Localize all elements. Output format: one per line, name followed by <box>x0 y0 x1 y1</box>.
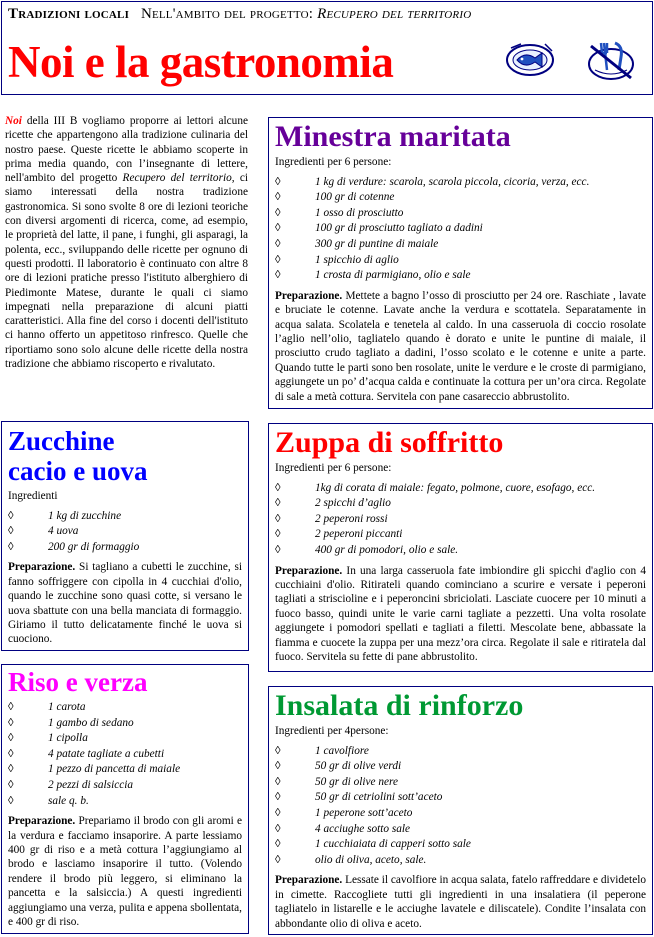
bullet-icon: ◊ <box>275 775 281 788</box>
ingredient-text: 2 pezzi di salsiccia <box>48 778 134 791</box>
bullet-icon: ◊ <box>275 206 281 219</box>
bullet-icon: ◊ <box>275 853 281 866</box>
bullet-icon: ◊ <box>275 222 281 235</box>
ingredient-text: 50 gr di cetriolini sott’aceto <box>315 791 443 804</box>
ingredient-text: 200 gr di formaggio <box>48 540 140 553</box>
intro-text-continued: ci siamo interessati della nostra tradizione gastronomica. Si sono svolte 8 ore di lezioni teoriche con diversi argomenti di ricerca, come, ad esempio, le proprietà del latte, il pane, i funghi, gli asparagi, la polenta, ecc., sviluppando delle ricette per ognuno di questi prodotti. Il laboratorio è continuato con altre 8 ore di lezioni pratiche presso l'istituto alberghiero di Piedimonte Matese, durante le quali ci siamo impegnati nella preparazione di alcuni piatti caratteristici. Alla fine del corso i docenti dell'istituto ci hanno offerto un appetitoso rinfresco. Quelle che riportiamo sono solo alcune delle ricette della nostra tradizione che abbiamo riscoperto e rivalutato. <box>5 172 248 371</box>
bullet-icon: ◊ <box>275 237 281 250</box>
bullet-icon: ◊ <box>8 763 14 776</box>
ingredient-text: 1 pezzo di pancetta di maiale <box>48 763 181 776</box>
list-item <box>275 268 646 284</box>
ingredient-text: 50 gr di olive nere <box>315 775 399 788</box>
bullet-icon: ◊ <box>275 838 281 851</box>
bullet-icon: ◊ <box>275 512 281 525</box>
recipe-title: Riso e verza <box>8 667 148 697</box>
list-item <box>8 716 242 732</box>
ingredient-list <box>8 700 242 809</box>
list-item <box>8 747 242 763</box>
list-item <box>275 744 646 760</box>
recipe-preparation <box>275 289 646 404</box>
ingredient-list <box>275 481 646 559</box>
recipe-subtitle: Ingredienti <box>8 490 58 502</box>
bullet-icon: ◊ <box>275 744 281 757</box>
ingredient-text: 1 spicchio di aglio <box>315 253 399 266</box>
recipe-riso-e-verza <box>1 664 249 934</box>
recipe-subtitle: Ingredienti per 4persone: <box>275 725 389 737</box>
ingredient-text: 4 acciughe sotto sale <box>315 822 411 835</box>
preparation-label: Preparazione. <box>275 874 343 887</box>
recipe-title: Minestra maritata <box>275 120 511 153</box>
preparation-label: Preparazione. <box>275 564 343 577</box>
ingredient-list <box>275 175 646 284</box>
list-item <box>275 206 646 222</box>
list-item <box>275 481 646 497</box>
recipe-subtitle: Ingredienti per 6 persone: <box>275 156 392 168</box>
recipe-title-line1: Zucchine <box>8 426 115 456</box>
bullet-icon: ◊ <box>275 497 281 510</box>
bullet-icon: ◊ <box>8 509 14 522</box>
list-item <box>8 731 242 747</box>
ingredient-text: 1 cavolfiore <box>315 744 369 757</box>
preparation-label: Preparazione. <box>8 815 76 828</box>
ingredient-text: 2 peperoni piccanti <box>315 528 403 541</box>
preparation-text: Si tagliano a cubetti le zucchine, si fanno soffriggere con cipolla in 4 cucchiai d'olio, quando le zucchine sono quasi cotte, si versano le uova sbattute con una bella manciata di formaggio. Giriamo il tutto delicatamente finché le uova si cuociono. <box>8 561 242 646</box>
page-title: Noi e la gastronomia <box>8 37 394 87</box>
intro-text: della III B vogliamo proporre ai lettori alcune ricette che appartengono alla tradizione culinaria del nostro paese. Queste ricette le abbiamo scoperte in prima media quando, con l’insegnante di lettere, nell'ambito del progetto <box>5 115 248 185</box>
ingredient-text: 4 patate tagliate a cubetti <box>48 747 165 760</box>
ingredient-text: 1 cipolla <box>48 732 88 745</box>
bullet-icon: ◊ <box>8 794 14 807</box>
preparation-label: Preparazione. <box>8 561 76 574</box>
intro-project-name: Recupero del territorio, <box>122 172 235 185</box>
ingredient-text: 1 gambo di sedano <box>48 716 134 729</box>
intro-paragraph <box>5 114 248 371</box>
bullet-icon: ◊ <box>275 175 281 188</box>
no-fork-knife-icon <box>585 40 637 82</box>
bullet-icon: ◊ <box>8 778 14 791</box>
recipe-title: Insalata di rinforzo <box>275 689 524 722</box>
bullet-icon: ◊ <box>8 540 14 553</box>
bullet-icon: ◊ <box>8 701 14 713</box>
ingredient-text: 100 gr di cotenne <box>315 191 395 204</box>
bullet-icon: ◊ <box>275 481 281 494</box>
list-item <box>8 540 242 556</box>
bullet-icon: ◊ <box>275 528 281 541</box>
preparation-text: Prepariamo il brodo con gli aromi e la verdura e facciamo insaporire. A parte lessiamo 400 gr di riso e a metà cottura l’aggiungiamo al brodo e lasciamo insaporire il tutto. (Volendo rendere il brodo più leggero, si eliminano la pancetta e la salsiccia.) A questi ingredienti aggiungiamo una verza, pulita e appena sbollentata, e 400 gr di riso. <box>8 815 243 928</box>
preparation-text: Lessate il cavolfiore in acqua salata, fatelo raffreddare e dividetelo in cimette. Raccogliete tutti gli ingredienti in una insalatiera (il peperone tagliatelo in listarelle e le acciughe lavatele e diliscatele). Condite l’insalata con abbondante olio di oliva e aceto. <box>275 874 646 930</box>
list-item <box>8 794 242 810</box>
ingredient-text: 1 kg di verdure: scarola, scarola piccola, cicoria, verza, ecc. <box>315 175 590 188</box>
recipe-title-line2: cacio e uova <box>8 456 148 486</box>
fish-plate-icon <box>505 40 555 78</box>
list-item <box>8 509 242 525</box>
tagline <box>8 6 471 23</box>
ingredient-list <box>275 744 646 869</box>
ingredient-text: 100 gr di prosciutto tagliato a dadini <box>315 222 483 235</box>
ingredient-list <box>8 509 242 556</box>
header-box <box>1 1 653 95</box>
bullet-icon: ◊ <box>275 806 281 819</box>
preparation-label: Preparazione. <box>275 289 343 302</box>
list-item <box>275 253 646 269</box>
list-item <box>275 221 646 237</box>
ingredient-text: 1 carota <box>48 701 86 713</box>
list-item <box>275 496 646 512</box>
recipe-zuppa-di-soffritto <box>268 423 653 672</box>
list-item <box>275 759 646 775</box>
ingredient-text: 1kg di corata di maiale: fegato, polmone, cuore, esofago, ecc. <box>315 481 596 494</box>
tagline-project-label: Nell'ambito del progetto: <box>140 6 314 22</box>
bullet-icon: ◊ <box>275 191 281 204</box>
recipe-preparation <box>8 814 242 929</box>
ingredient-text: 300 gr di puntine di maiale <box>315 237 439 250</box>
list-item <box>275 806 646 822</box>
ingredient-text: olio di oliva, aceto, sale. <box>315 853 427 866</box>
recipe-subtitle: Ingredienti per 6 persone: <box>275 462 392 474</box>
list-item <box>8 778 242 794</box>
recipe-title: Zuppa di soffritto <box>275 426 504 459</box>
ingredient-text: 2 spicchi d’aglio <box>315 497 391 510</box>
bullet-icon: ◊ <box>8 747 14 760</box>
list-item <box>8 524 242 540</box>
ingredient-text: 400 gr di pomodori, olio e sale. <box>315 543 459 556</box>
recipe-insalata-di-rinforzo <box>268 686 653 935</box>
ingredient-text: sale q. b. <box>48 794 89 807</box>
list-item <box>275 790 646 806</box>
list-item <box>8 762 242 778</box>
list-item <box>275 822 646 838</box>
list-item <box>275 512 646 528</box>
ingredient-text: 1 peperone sott’aceto <box>315 806 413 819</box>
ingredient-text: 1 cucchiaiata di capperi sotto sale <box>315 838 471 851</box>
list-item <box>275 190 646 206</box>
recipe-zucchine-cacio-e-uova <box>1 421 249 651</box>
ingredient-text: 1 kg di zucchine <box>48 509 122 522</box>
list-item <box>8 700 242 716</box>
bullet-icon: ◊ <box>275 543 281 556</box>
list-item <box>275 775 646 791</box>
bullet-icon: ◊ <box>8 716 14 729</box>
list-item <box>275 837 646 853</box>
list-item <box>275 527 646 543</box>
ingredient-text: 1 crosta di parmigiano, olio e sale <box>315 269 471 282</box>
recipe-minestra-maritata <box>268 117 653 409</box>
bullet-icon: ◊ <box>275 269 281 282</box>
list-item <box>275 175 646 191</box>
recipe-preparation <box>275 564 646 665</box>
recipe-title <box>8 426 242 486</box>
ingredient-text: 4 uova <box>48 525 79 538</box>
list-item <box>275 237 646 253</box>
ingredient-text: 1 osso di prosciutto <box>315 206 404 219</box>
list-item <box>275 853 646 869</box>
ingredient-text: 50 gr di olive verdi <box>315 760 402 773</box>
recipe-preparation <box>275 873 646 931</box>
tagline-section: Tradizioni locali <box>8 6 130 22</box>
bullet-icon: ◊ <box>275 760 281 773</box>
preparation-text: In una larga casseruola fate imbiondire gli spicchi d'aglio con 4 cucchiaini d'olio. Ritirateli quando cominciano a scurire e versate i peperoni tagliati a striscioline e i peperoncini sbriciolati. Lasciate cuocere per 10 minuti a fuoco basso, quindi unite le varie carni tagliate a pezzetti. Una volta rosolate aggiungete i pomodori spellati e tagliati a filetti. Mescolate bene, abbassate la fiamma e cuocete la zuppa per una mezz’ora circa. Regolate il sale e ritiratela dal fuoco. Servitela su fette di pane abbrustolito. <box>275 564 646 663</box>
bullet-icon: ◊ <box>8 732 14 745</box>
bullet-icon: ◊ <box>8 525 14 538</box>
preparation-text: Mettete a bagno l’osso di prosciutto per 24 ore. Raschiate , lavate e bruciate le cotenne. Lavate anche la verdura e scottatela. Separatamente in acqua salata. Scolatela e tenetela al caldo. In una casseruola di coccio rosolate l’aglio nell’olio, tagliatelo quando è dorato e unite le puntine di maiale, il prosciutto crudo tagliato a dadini, l’osso scolato e le cotenne e unite a parte. Quando tutte le parti sono ben rosolate, unite le verdure e le croste di parmigiano, aggiungete un po’ d’acqua calda e continuate la cottura per un’ora circa. Regolate di sale a metà cottura. Servitela con pane casareccio abbrustolito. <box>275 289 646 403</box>
recipe-preparation <box>8 560 242 646</box>
ingredient-text: 2 peperoni rossi <box>315 512 388 525</box>
bullet-icon: ◊ <box>275 791 281 804</box>
bullet-icon: ◊ <box>275 253 281 266</box>
bullet-icon: ◊ <box>275 822 281 835</box>
list-item <box>275 543 646 559</box>
intro-lead: Noi <box>5 115 22 127</box>
tagline-project-name: Recupero del territorio <box>317 6 472 22</box>
